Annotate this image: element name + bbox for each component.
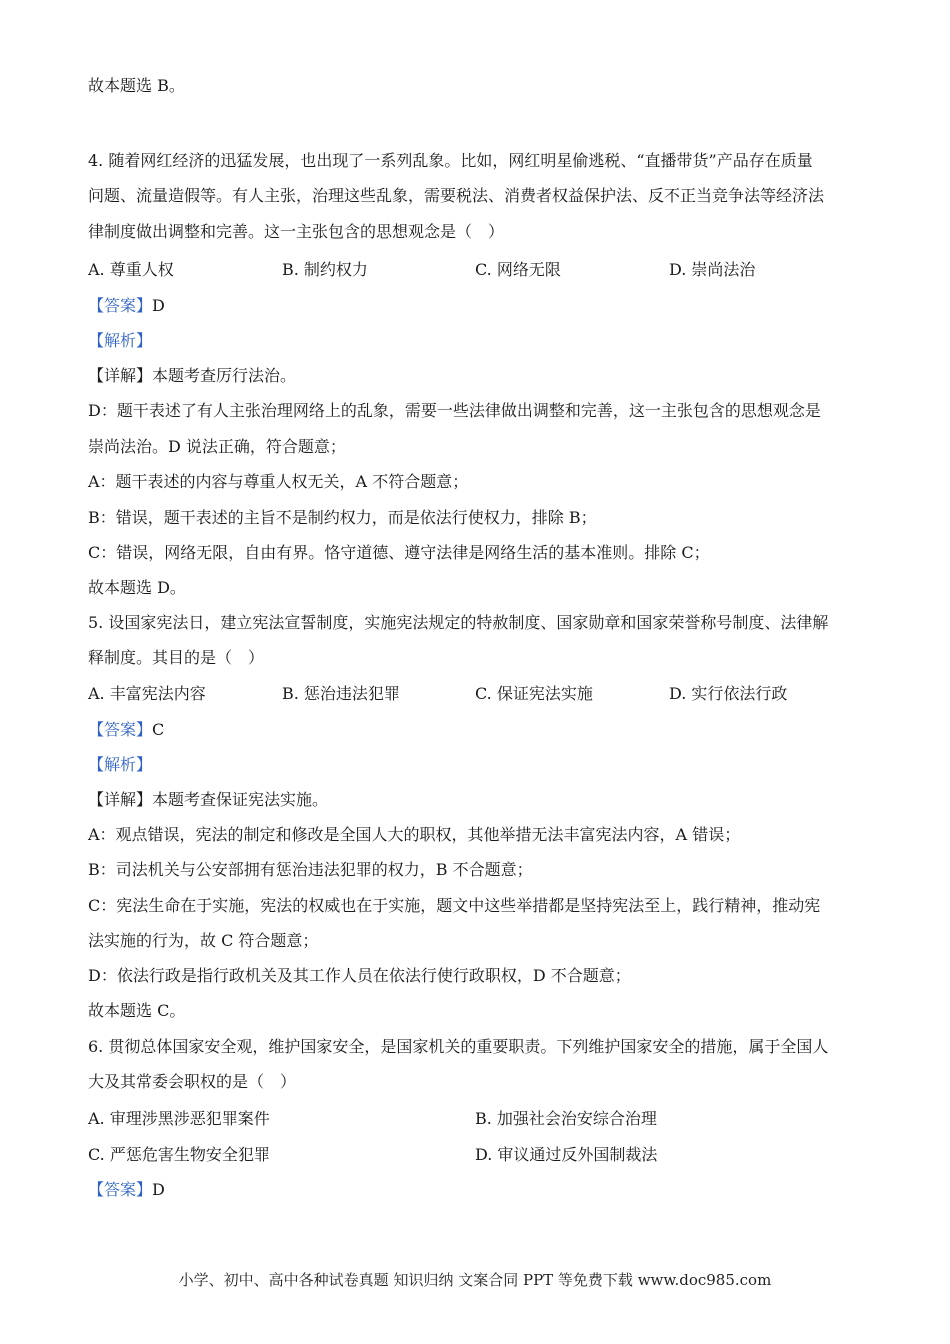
q4-explain-line-4: B：错误，题干表述的主旨不是制约权力，而是依法行使权力，排除 B； [88,508,597,527]
previous-conclusion: 故本题选 B。 [88,76,185,95]
q5-explain-line-1: A：观点错误，宪法的制定和修改是全国人大的职权，其他举措无法丰富宪法内容，A 错误； [88,825,741,844]
q4-option-b: B. 制约权力 [282,260,368,279]
q4-explain-line-2: 崇尚法治。D 说法正确，符合题意； [88,437,346,456]
q5-stem-line-2: 释制度。其目的是（ ） [88,648,265,667]
q4-analysis-tag: 【解析】 [88,331,153,350]
q5-answer [88,720,164,740]
q6-answer [88,1180,165,1200]
q6-stem-line-1: 6. 贯彻总体国家安全观，维护国家安全，是国家机关的重要职责。下列维护国家安全的措施，属于全国人 [88,1037,829,1056]
page-footer: 小学、初中、高中各种试卷真题 知识归纳 文案合同 PPT 等免费下载 www.doc985.com [178,1271,772,1289]
q4-stem-line-1: 4. 随着网红经济的迅猛发展，也出现了一系列乱象。比如，网红明星偷逃税、“直播带货”产品存在质量 [88,151,813,170]
answer-value: D [152,1180,165,1199]
q4-detail [88,366,296,386]
q6-option-b: B. 加强社会治安综合治理 [475,1109,657,1128]
detail-tag: 【详解】 [88,366,153,385]
q5-explain-line-5: D：依法行政是指行政机关及其工作人员在依法行使行政职权，D 不合题意； [88,966,631,985]
q6-stem-line-2: 大及其常委会职权的是（ ） [88,1072,297,1091]
answer-value: C [152,720,165,739]
answer-value: D [152,296,165,315]
q5-analysis-tag: 【解析】 [88,755,153,774]
q4-option-c: C. 网络无限 [475,260,561,279]
detail-tag: 【详解】 [88,790,153,809]
q5-explain-line-4: 法实施的行为，故 C 符合题意； [88,931,319,950]
q4-answer [88,296,165,316]
q5-stem-line-1: 5. 设国家宪法日，建立宪法宣誓制度，实施宪法规定的特赦制度、国家勋章和国家荣誉称号制度、法律解 [88,613,829,632]
q5-detail [88,790,328,810]
answer-tag: 【答案】 [88,1180,153,1199]
detail-text: 本题考查厉行法治。 [152,366,297,385]
q4-explain-line-3: A：题干表述的内容与尊重人权无关，A 不符合题意； [88,472,469,491]
q6-option-a: A. 审理涉黑涉恶犯罪案件 [88,1109,270,1128]
q5-option-a: A. 丰富宪法内容 [88,684,206,703]
q6-option-d: D. 审议通过反外国制裁法 [475,1145,658,1164]
q4-explain-line-5: C：错误，网络无限，自由有界。恪守道德、遵守法律是网络生活的基本准则。排除 C； [88,543,710,562]
q5-option-c: C. 保证宪法实施 [475,684,593,703]
detail-text: 本题考查保证宪法实施。 [152,790,329,809]
answer-tag: 【答案】 [88,296,153,315]
q4-stem-line-3: 律制度做出调整和完善。这一主张包含的思想观念是（ ） [88,222,505,241]
q5-option-d: D. 实行依法行政 [669,684,788,703]
q5-conclusion: 故本题选 C。 [88,1001,186,1020]
q5-explain-line-3: C：宪法生命在于实施，宪法的权威也在于实施，题文中这些举措都是坚持宪法至上，践行精神，推动宪 [88,896,821,915]
q5-explain-line-2: B：司法机关与公安部拥有惩治违法犯罪的权力，B 不合题意； [88,860,533,879]
answer-tag: 【答案】 [88,720,153,739]
q5-option-b: B. 惩治违法犯罪 [282,684,400,703]
q4-stem-line-2: 问题、流量造假等。有人主张，治理这些乱象，需要税法、消费者权益保护法、反不正当竞争法等经济法 [88,186,825,205]
q6-option-c: C. 严惩危害生物安全犯罪 [88,1145,270,1164]
q4-conclusion: 故本题选 D。 [88,578,186,597]
q4-option-a: A. 尊重人权 [88,260,174,279]
q4-explain-line-1: D：题干表述了有人主张治理网络上的乱象，需要一些法律做出调整和完善，这一主张包含的思想观念是 [88,401,821,420]
q4-option-d: D. 崇尚法治 [669,260,756,279]
